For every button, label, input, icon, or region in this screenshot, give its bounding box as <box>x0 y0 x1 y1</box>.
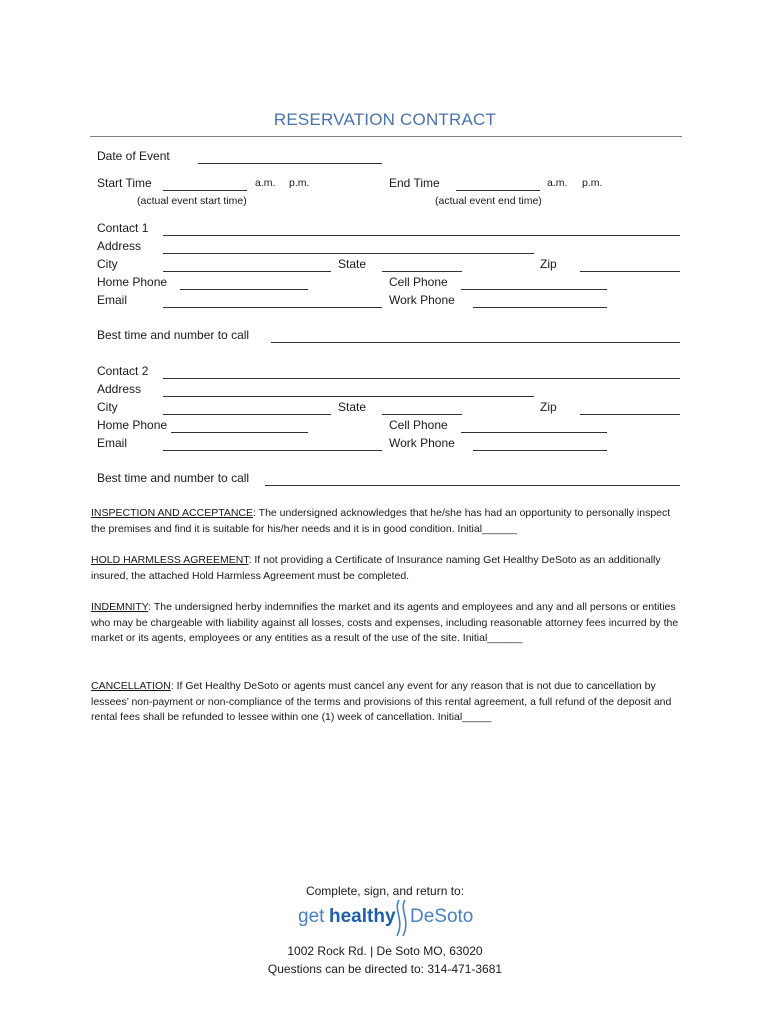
contact2-city-label: City <box>97 400 118 414</box>
contact2-work-phone-label: Work Phone <box>389 436 455 450</box>
contact2-best-time-label: Best time and number to call <box>97 471 250 485</box>
start-am-option[interactable]: a.m. <box>255 177 276 189</box>
questions-contact: Questions can be directed to: 314-471-3681 <box>267 962 503 976</box>
contact2-heading: Contact 2 <box>97 364 149 378</box>
contact2-name-field[interactable] <box>163 378 680 379</box>
indemnity-clause <box>91 600 681 647</box>
date-of-event-label: Date of Event <box>97 149 170 163</box>
contact1-state-label: State <box>338 257 367 271</box>
swoosh-icon <box>391 898 411 938</box>
hold-harmless-heading: HOLD HARMLESS AGREEMENT <box>91 554 249 566</box>
contact1-email-label: Email <box>97 293 128 307</box>
contact2-cell-phone-field[interactable] <box>461 432 607 433</box>
contact1-email-field[interactable] <box>163 307 382 308</box>
contact1-zip-field[interactable] <box>580 271 680 272</box>
inspection-text: : The undersigned acknowledges that he/she has had an opportunity to personally inspect the premises and find it is suitable for his/her needs and it is in good condition. Initial______ <box>91 507 671 535</box>
contact1-address-field[interactable] <box>163 253 534 254</box>
end-time-label: End Time <box>389 176 440 190</box>
inspection-clause <box>91 506 681 537</box>
contact1-city-label: City <box>97 257 118 271</box>
start-time-field[interactable] <box>163 190 247 191</box>
cancellation-clause <box>91 679 681 726</box>
contact1-cell-phone-label: Cell Phone <box>389 275 448 289</box>
contact1-cell-phone-field[interactable] <box>461 289 607 290</box>
contact1-name-field[interactable] <box>163 235 680 236</box>
contact1-state-field[interactable] <box>382 271 462 272</box>
title-divider <box>90 136 682 137</box>
logo-text-healthy: healthy <box>329 906 396 927</box>
return-instruction: Complete, sign, and return to: <box>305 884 465 898</box>
start-time-label: Start Time <box>97 176 152 190</box>
hold-harmless-clause <box>91 553 681 584</box>
contact2-home-phone-label: Home Phone <box>97 418 168 432</box>
contact2-email-label: Email <box>97 436 128 450</box>
contact1-home-phone-field[interactable] <box>180 289 308 290</box>
contact1-work-phone-label: Work Phone <box>389 293 455 307</box>
inspection-heading: INSPECTION AND ACCEPTANCE <box>91 507 254 519</box>
indemnity-text: : The undersigned herby indemnifies the market and its agents and employees and any and all persons or entities who may be chargeable with liability against all losses, costs and expenses, including reasonable attorney fees incurred by the market or its agents, employees or any entities as a result of the use of the site. Initial______ <box>91 601 679 645</box>
logo-text-get: get <box>298 906 325 927</box>
contact1-best-time-field[interactable] <box>271 342 680 343</box>
date-of-event-field[interactable] <box>198 163 382 164</box>
contact1-address-label: Address <box>97 239 142 253</box>
contact2-zip-field[interactable] <box>580 414 680 415</box>
contact2-home-phone-field[interactable] <box>171 432 308 433</box>
contact1-heading: Contact 1 <box>97 221 149 235</box>
cancellation-text: : If Get Healthy DeSoto or agents must cancel any event for any reason that is not due to cancellation by lessees’ non-payment or non-compliance of the terms and provisions of this rental agreement, a full refund of the deposit and rental fees shall be refunded to lessee within one (1) week of cancellation. Initial_____ <box>91 680 672 724</box>
end-time-note: (actual event end time) <box>435 195 542 207</box>
start-pm-option[interactable]: p.m. <box>289 177 310 189</box>
contact1-city-field[interactable] <box>163 271 331 272</box>
contact1-zip-label: Zip <box>540 257 557 271</box>
contact2-email-field[interactable] <box>163 450 382 451</box>
end-time-field[interactable] <box>456 190 540 191</box>
contact2-best-time-field[interactable] <box>265 485 680 486</box>
contact2-address-label: Address <box>97 382 142 396</box>
contact2-state-field[interactable] <box>382 414 462 415</box>
end-pm-option[interactable]: p.m. <box>582 177 603 189</box>
contact2-address-field[interactable] <box>163 396 534 397</box>
contact2-cell-phone-label: Cell Phone <box>389 418 448 432</box>
return-address: 1002 Rock Rd. | De Soto MO, 63020 <box>287 944 483 958</box>
end-am-option[interactable]: a.m. <box>547 177 568 189</box>
contact2-zip-label: Zip <box>540 400 557 414</box>
contact2-state-label: State <box>338 400 367 414</box>
logo-text-desoto: DeSoto <box>410 906 474 927</box>
contact1-best-time-label: Best time and number to call <box>97 328 250 342</box>
contact2-work-phone-field[interactable] <box>473 450 607 451</box>
page-title: RESERVATION CONTRACT <box>273 110 497 129</box>
contact2-city-field[interactable] <box>163 414 331 415</box>
start-time-note: (actual event start time) <box>137 195 247 207</box>
get-healthy-desoto-logo <box>298 898 478 938</box>
contact1-home-phone-label: Home Phone <box>97 275 168 289</box>
cancellation-heading: CANCELLATION <box>91 680 171 692</box>
indemnity-heading: INDEMNITY <box>91 601 149 613</box>
contact1-work-phone-field[interactable] <box>473 307 607 308</box>
hold-harmless-text: : If not providing a Certificate of Insurance naming Get Healthy DeSoto as an additionally insured, the attached Hold Harmless Agreement must be completed. <box>91 554 661 582</box>
